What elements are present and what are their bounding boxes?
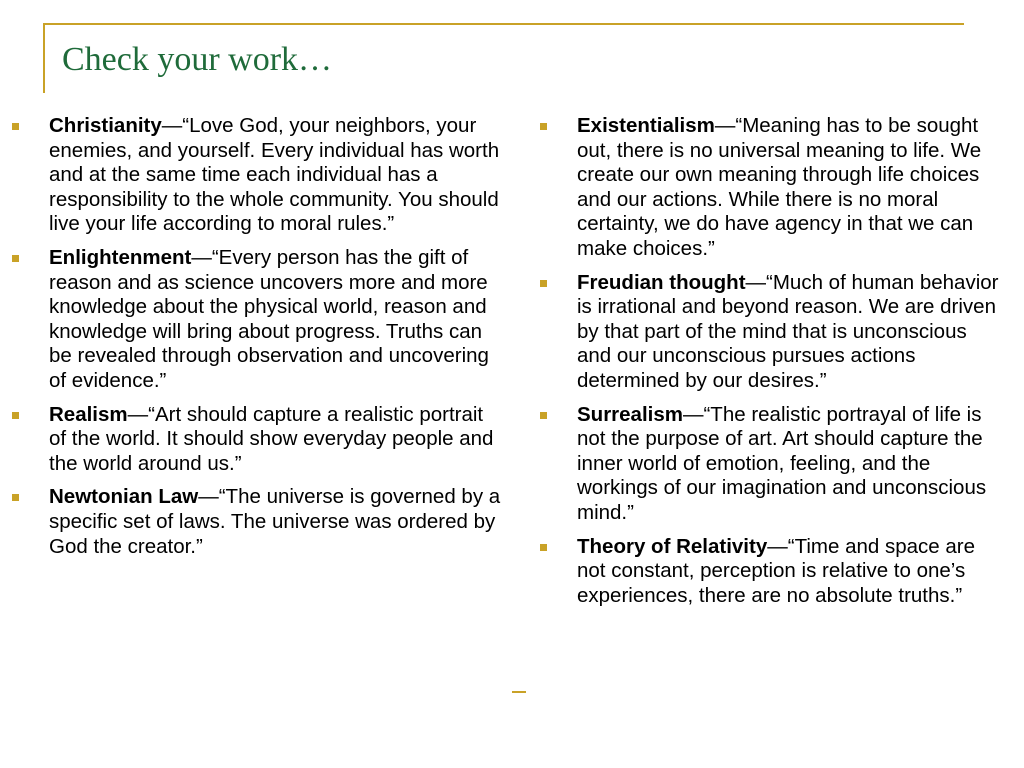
term-description: —“The universe is governed by a specific set of laws. The universe was ordered by God the creator.”	[49, 485, 501, 558]
term-label: Freudian thought	[577, 270, 746, 294]
square-bullet-icon	[540, 544, 547, 551]
list-item-enlightenment	[12, 246, 502, 394]
term-label: Existentialism	[577, 114, 715, 137]
right-bullet-list	[540, 114, 1002, 617]
square-bullet-icon	[540, 412, 547, 419]
term-label: Theory of Relativity	[577, 534, 768, 558]
term-label: Enlightenment	[49, 245, 192, 269]
list-item-theory-of-relativity	[540, 535, 1002, 609]
slide-title: Check your work…	[62, 41, 333, 78]
list-item-christianity	[12, 114, 502, 237]
term-description: —“Time and space are not constant, perception is relative to one’s experiences, there are no absolute truths.”	[577, 534, 975, 607]
term-label: Newtonian Law	[49, 485, 199, 509]
term-label: Realism	[49, 402, 128, 426]
square-bullet-icon	[540, 280, 547, 287]
list-item-surrealism	[540, 403, 1002, 526]
title-top-rule	[43, 23, 964, 25]
square-bullet-icon	[12, 255, 19, 262]
term-description: —“The realistic portrayal of life is not the purpose of art. Art should capture the inner world of emotion, feeling, and the workings of our imagination and unconscious mind.”	[577, 402, 987, 524]
list-item-existentialism	[540, 114, 1002, 262]
term-description: —“Art should capture a realistic portrait of the world. It should show everyday people and the world around us.”	[49, 402, 494, 475]
left-bullet-list	[12, 114, 502, 568]
square-bullet-icon	[540, 123, 547, 130]
list-item-realism	[12, 403, 502, 477]
term-description: —“Much of human behavior is irrational and beyond reason. We are driven by that part of the mind that is unconscious and our unconscious pursues actions determined by our desires.”	[577, 270, 999, 392]
term-description: —“Love God, your neighbors, your enemies, and yourself. Every individual has worth and at the same time each individual has a responsibility to the whole community. You should live your life according to moral rules.”	[49, 114, 500, 236]
term-label: Surrealism	[577, 402, 683, 426]
term-description: —“Every person has the gift of reason and as science uncovers more and more knowledge about the physical world, reason and knowledge will bring about progress. Truths can be revealed through observation and uncovering of evidence.”	[49, 245, 489, 392]
square-bullet-icon	[12, 123, 19, 130]
list-item-freudian-thought	[540, 271, 1002, 394]
title-left-rule	[43, 23, 45, 93]
term-description: —“Meaning has to be sought out, there is no universal meaning to life. We create our own meaning through life choices and our actions. While there is no moral certainty, we do have agency in that we can make choices.”	[577, 114, 982, 260]
square-bullet-icon	[12, 494, 19, 501]
accent-dash	[512, 691, 526, 693]
list-item-newtonian-law	[12, 485, 502, 559]
term-label: Christianity	[49, 114, 162, 137]
square-bullet-icon	[12, 412, 19, 419]
